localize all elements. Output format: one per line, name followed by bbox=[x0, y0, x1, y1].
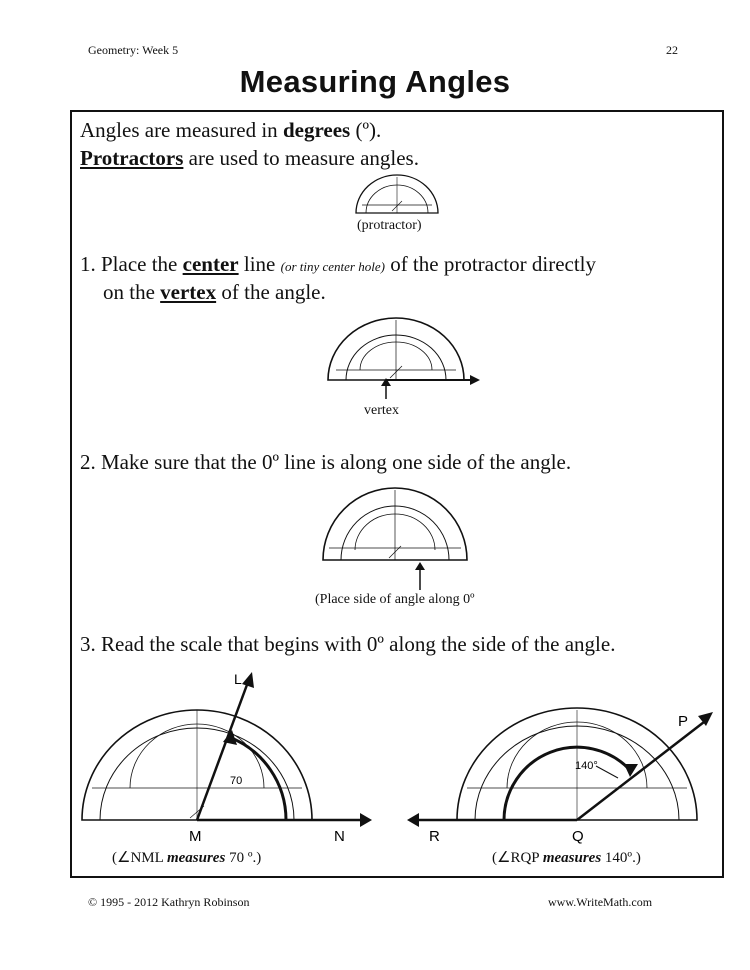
label-M: M bbox=[189, 828, 202, 845]
header-course: Geometry: Week 5 bbox=[88, 43, 179, 57]
intro-line-2: Protractors are used to measure angles. bbox=[80, 146, 419, 170]
protractor-caption: (protractor) bbox=[357, 218, 422, 233]
step-2-arrow bbox=[405, 562, 435, 592]
label-L: L bbox=[234, 671, 242, 687]
header-page-number: 22 bbox=[666, 43, 678, 57]
protractor-illustration-small bbox=[352, 171, 442, 219]
right-protractor bbox=[407, 708, 713, 845]
label-R: R bbox=[429, 828, 440, 845]
step-2-text: 2. Make sure that the 0º line is along one side of the angle. bbox=[80, 450, 572, 474]
label-P: P bbox=[678, 713, 689, 730]
right-arc-label: 140° bbox=[575, 760, 598, 772]
right-caption: (∠RQP measures 140º.) bbox=[492, 850, 641, 866]
step-3-text: 3. Read the scale that begins with 0º along the side of the angle. bbox=[80, 632, 616, 656]
step-1-line-2: on the vertex of the angle. bbox=[103, 280, 326, 304]
left-protractor bbox=[82, 671, 372, 845]
step-2-caption: (Place side of angle along 0º bbox=[315, 592, 475, 607]
step-2-diagram bbox=[315, 476, 475, 572]
intro-line-1: Angles are measured in degrees (º). bbox=[80, 118, 382, 142]
footer-website: www.WriteMath.com bbox=[548, 895, 653, 909]
step-1-diagram bbox=[320, 304, 480, 404]
left-caption: (∠NML measures 70 º.) bbox=[112, 850, 262, 866]
label-Q: Q bbox=[572, 828, 584, 845]
label-N: N bbox=[334, 828, 345, 845]
step-3-diagrams bbox=[72, 660, 722, 875]
step-1-line-1: 1. Place the center line (or tiny center hole) of the protractor directly bbox=[80, 252, 597, 276]
page-title: Measuring Angles bbox=[239, 64, 511, 99]
vertex-caption: vertex bbox=[364, 403, 399, 418]
left-arc-label: 70 bbox=[230, 775, 243, 787]
footer-copyright: © 1995 - 2012 Kathryn Robinson bbox=[88, 895, 250, 909]
